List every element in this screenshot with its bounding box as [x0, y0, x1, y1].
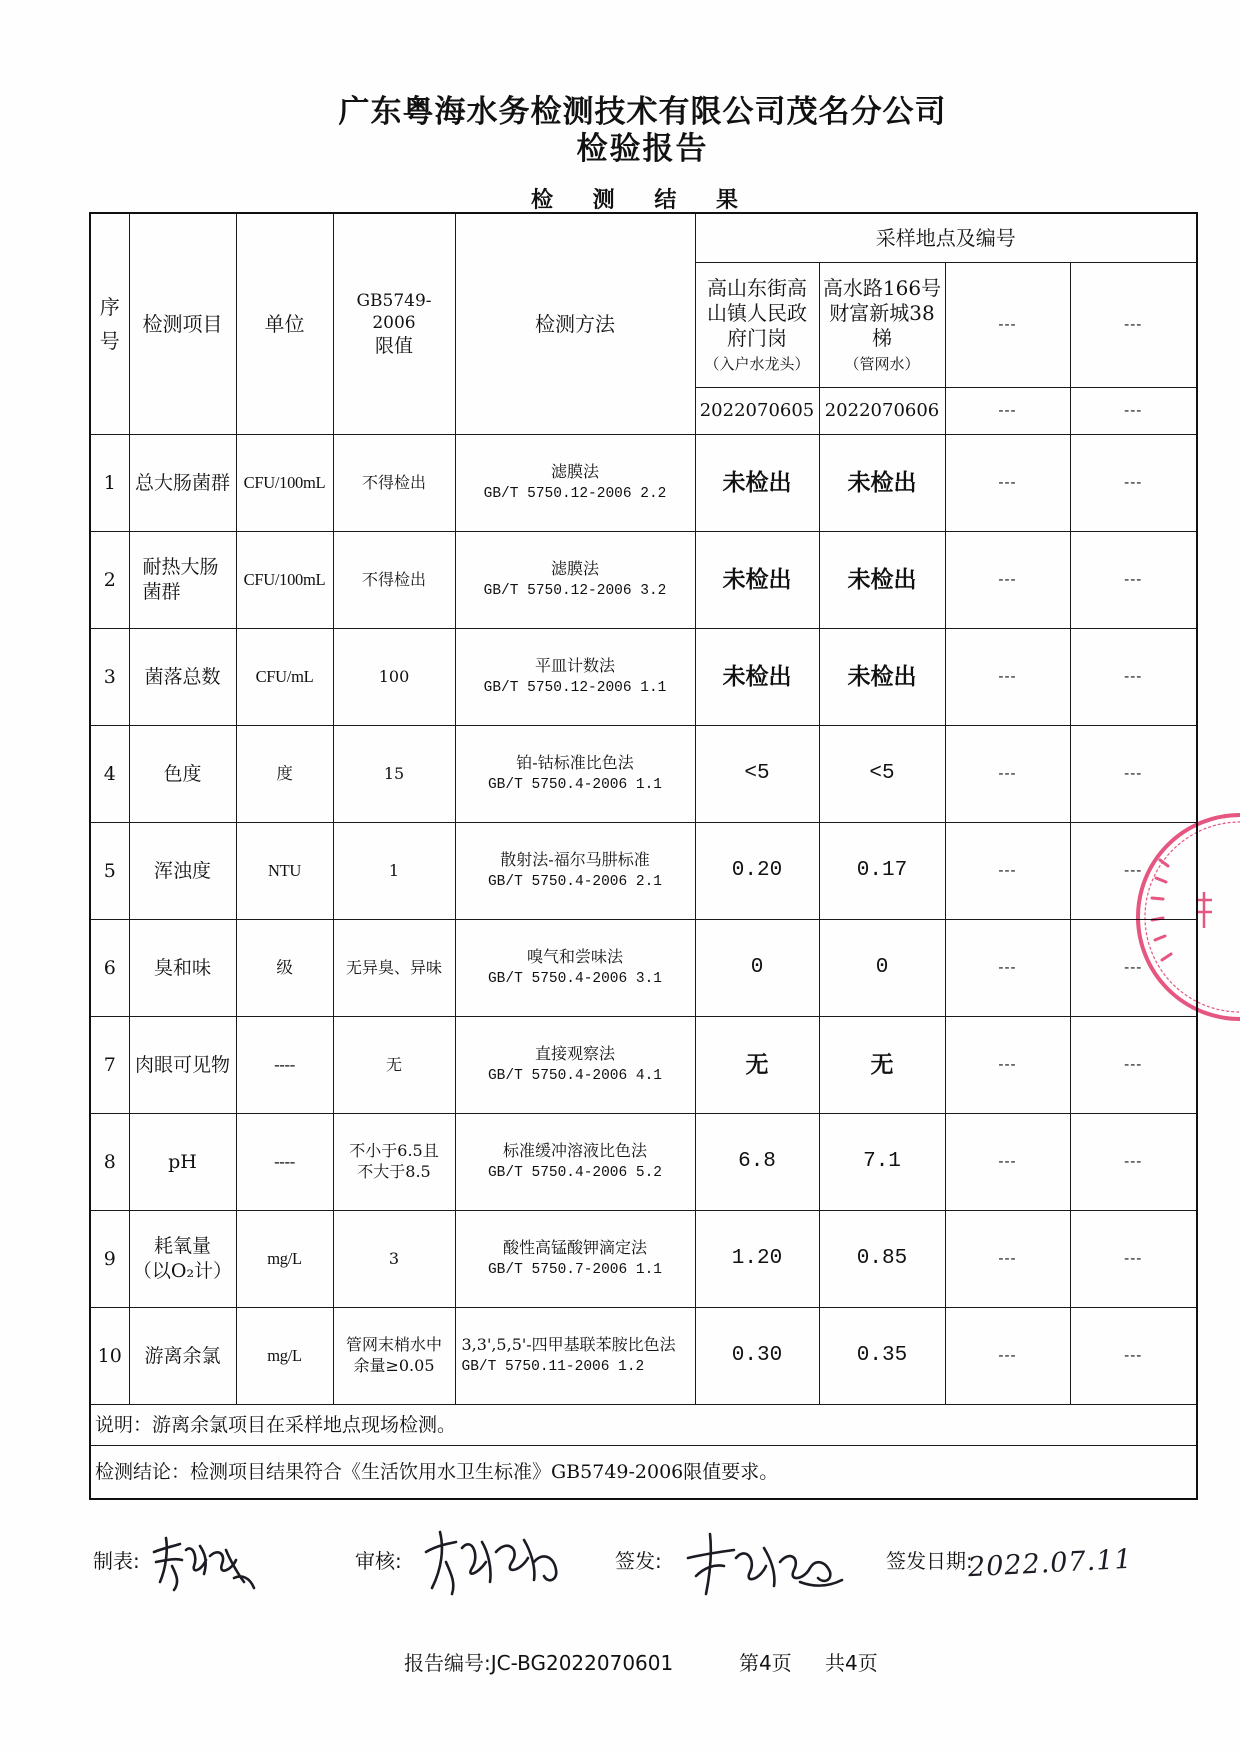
page-number: 第4页 [739, 1651, 792, 1675]
method-standard: GB/T 5750.12-2006 3.2 [483, 582, 667, 599]
result-sample-1: 6.8 [695, 1114, 819, 1211]
test-item: 菌落总数 [129, 629, 236, 726]
sample-location-type: （入户水龙头） [704, 354, 810, 373]
approved-by-label: 签发: [615, 1549, 662, 1573]
limit-value [333, 1308, 455, 1405]
result-sample-2: 未检出 [819, 629, 945, 726]
result-sample-4: --- [1070, 629, 1197, 726]
limit-value [333, 823, 455, 920]
header-seq [90, 213, 129, 435]
test-item: 色度 [129, 726, 236, 823]
result-sample-3: --- [945, 532, 1070, 629]
result-sample-3: --- [945, 1017, 1070, 1114]
row-number: 3 [90, 629, 129, 726]
row-number: 8 [90, 1114, 129, 1211]
method-name: 滤膜法 [550, 462, 599, 482]
result-sample-2: 未检出 [819, 532, 945, 629]
limit-text: 不小于6.5且不大于8.5 [349, 1141, 439, 1181]
header-limit-standard: GB5749-2006 [356, 290, 432, 333]
test-item [129, 1211, 236, 1308]
result-sample-2: 0 [819, 920, 945, 1017]
result-sample-2: <5 [819, 726, 945, 823]
test-item: 臭和味 [129, 920, 236, 1017]
method-name: 酸性高锰酸钾滴定法 [502, 1238, 647, 1258]
sample-code-1: 2022070605 [695, 388, 819, 435]
conclusion-row [90, 1446, 1197, 1500]
unit: CFU/100mL [236, 532, 333, 629]
unit: mg/L [236, 1308, 333, 1405]
result-sample-3: --- [945, 435, 1070, 532]
issue-date-label: 签发日期: [886, 1549, 973, 1573]
header-row [90, 213, 1197, 263]
sample-code-2: 2022070606 [819, 388, 945, 435]
test-item [129, 532, 236, 629]
test-method [455, 1308, 695, 1405]
prepared-by-label: 制表: [93, 1549, 140, 1573]
test-item-note: （以O₂计） [132, 1260, 233, 1282]
limit-text: 无 [385, 1054, 402, 1074]
sample-location-name: 高水路166号财富新城38梯 [822, 275, 942, 350]
conclusion-text: 检测结论：检测项目结果符合《生活饮用水卫生标准》GB5749-2006限值要求。 [90, 1446, 1197, 1500]
section-title: 检 测 结 果 [531, 188, 754, 213]
test-item: 总大肠菌群 [129, 435, 236, 532]
sample-location-1 [695, 263, 819, 388]
test-method [455, 629, 695, 726]
limit-value [333, 1114, 455, 1211]
table-row [90, 435, 1197, 532]
test-method [455, 1017, 695, 1114]
limit-value [333, 920, 455, 1017]
result-sample-1: 未检出 [695, 435, 819, 532]
result-sample-2: 无 [819, 1017, 945, 1114]
total-pages: 共4页 [825, 1651, 878, 1675]
test-method [455, 823, 695, 920]
result-sample-1: 0 [695, 920, 819, 1017]
unit: ---- [236, 1114, 333, 1211]
result-sample-4: --- [1070, 1114, 1197, 1211]
test-item: 浑浊度 [129, 823, 236, 920]
limit-value [333, 629, 455, 726]
row-number: 5 [90, 823, 129, 920]
header-item: 检测项目 [129, 213, 236, 435]
result-sample-1: <5 [695, 726, 819, 823]
header-method: 检测方法 [455, 213, 695, 435]
results-table [89, 212, 1198, 1500]
unit: CFU/100mL [236, 435, 333, 532]
table-row [90, 1017, 1197, 1114]
test-method [455, 435, 695, 532]
reviewed-by-signature [416, 1522, 566, 1602]
method-standard: GB/T 5750.11-2006 1.2 [461, 1359, 645, 1376]
header-limit-label: 限值 [374, 334, 413, 357]
row-number: 7 [90, 1017, 129, 1114]
row-number: 6 [90, 920, 129, 1017]
row-number: 10 [90, 1308, 129, 1405]
unit: 度 [236, 726, 333, 823]
result-sample-3: --- [945, 1308, 1070, 1405]
report-title: 检验报告 [576, 131, 709, 167]
limit-value [333, 435, 455, 532]
unit: mg/L [236, 1211, 333, 1308]
table-row [90, 823, 1197, 920]
sample-location-name: 高山东街高山镇人民政府门岗 [707, 275, 807, 350]
result-sample-4: --- [1070, 920, 1197, 1017]
header-unit: 单位 [236, 213, 333, 435]
result-sample-1: 无 [695, 1017, 819, 1114]
note-text: 说明：游离余氯项目在采样地点现场检测。 [90, 1405, 1197, 1446]
result-sample-3: --- [945, 1211, 1070, 1308]
result-sample-1: 未检出 [695, 629, 819, 726]
sample-location-3: --- [945, 263, 1070, 388]
test-item: pH [129, 1114, 236, 1211]
result-sample-1: 未检出 [695, 532, 819, 629]
sample-location-type: （管网水） [844, 354, 920, 373]
result-sample-1: 0.30 [695, 1308, 819, 1405]
sample-location-2 [819, 263, 945, 388]
table-row [90, 629, 1197, 726]
unit: 级 [236, 920, 333, 1017]
company-name: 广东粤海水务检测技术有限公司茂名分公司 [338, 94, 947, 130]
header-seq-label: 序号 [99, 295, 120, 353]
result-sample-4: --- [1070, 532, 1197, 629]
row-number: 1 [90, 435, 129, 532]
test-method [455, 726, 695, 823]
method-standard: GB/T 5750.4-2006 2.1 [487, 873, 663, 890]
limit-value [333, 532, 455, 629]
result-sample-3: --- [945, 920, 1070, 1017]
method-name: 滤膜法 [550, 559, 599, 579]
method-standard: GB/T 5750.4-2006 5.2 [487, 1164, 663, 1181]
result-sample-2: 未检出 [819, 435, 945, 532]
method-standard: GB/T 5750.4-2006 1.1 [487, 776, 663, 793]
result-sample-2: 0.35 [819, 1308, 945, 1405]
method-standard: GB/T 5750.12-2006 1.1 [483, 679, 667, 696]
test-item: 游离余氯 [129, 1308, 236, 1405]
test-method [455, 1114, 695, 1211]
report-number: 报告编号:JC-BG2022070601 [404, 1651, 674, 1675]
method-name: 散射法-福尔马肼标准 [500, 850, 650, 870]
limit-text: 不得检出 [361, 569, 426, 589]
result-sample-1: 0.20 [695, 823, 819, 920]
sample-location-4: --- [1070, 263, 1197, 388]
unit: ---- [236, 1017, 333, 1114]
limit-text: 3 [388, 1248, 400, 1268]
limit-text: 管网末梢水中余量≥0.05 [345, 1335, 442, 1375]
method-standard: GB/T 5750.4-2006 3.1 [487, 970, 663, 987]
test-item: 肉眼可见物 [129, 1017, 236, 1114]
test-method [455, 920, 695, 1017]
result-sample-4: --- [1070, 823, 1197, 920]
sample-code-3: --- [945, 388, 1070, 435]
table-row [90, 1114, 1197, 1211]
note-row [90, 1405, 1197, 1446]
row-number: 9 [90, 1211, 129, 1308]
test-method [455, 532, 695, 629]
method-name: 3,3',5,5'-四甲基联苯胺比色法 [461, 1334, 676, 1354]
method-standard: GB/T 5750.4-2006 4.1 [487, 1067, 663, 1084]
limit-value [333, 726, 455, 823]
table-row [90, 532, 1197, 629]
result-sample-2: 0.17 [819, 823, 945, 920]
result-sample-4: --- [1070, 1211, 1197, 1308]
unit: NTU [236, 823, 333, 920]
approved-by-signature [680, 1528, 845, 1598]
result-sample-2: 7.1 [819, 1114, 945, 1211]
method-standard: GB/T 5750.12-2006 2.2 [483, 485, 667, 502]
limit-text: 1 [388, 860, 400, 880]
limit-value [333, 1017, 455, 1114]
result-sample-3: --- [945, 823, 1070, 920]
result-sample-4: --- [1070, 1017, 1197, 1114]
limit-text: 不得检出 [361, 472, 426, 492]
issue-date-value: 2022.07.11 [967, 1543, 1134, 1584]
table-row [90, 1211, 1197, 1308]
limit-text: 15 [383, 763, 405, 783]
limit-value [333, 1211, 455, 1308]
unit: CFU/mL [236, 629, 333, 726]
result-sample-3: --- [945, 1114, 1070, 1211]
method-name: 平皿计数法 [534, 656, 615, 676]
method-name: 标准缓冲溶液比色法 [502, 1141, 647, 1161]
limit-text: 无异臭、异味 [345, 957, 442, 977]
row-number: 4 [90, 726, 129, 823]
result-sample-3: --- [945, 629, 1070, 726]
prepared-by-signature [146, 1530, 261, 1600]
test-item-label: 耗氧量 [153, 1235, 211, 1258]
test-item-label: 耐热大肠菌群 [142, 556, 219, 603]
sample-code-4: --- [1070, 388, 1197, 435]
method-name: 嗅气和尝味法 [526, 947, 623, 967]
result-sample-4: --- [1070, 435, 1197, 532]
result-sample-4: --- [1070, 1308, 1197, 1405]
test-method [455, 1211, 695, 1308]
method-name: 铂-钴标准比色法 [516, 753, 634, 773]
table-row [90, 1308, 1197, 1405]
result-sample-4: --- [1070, 726, 1197, 823]
method-standard: GB/T 5750.7-2006 1.1 [487, 1261, 663, 1278]
result-sample-2: 0.85 [819, 1211, 945, 1308]
table-row [90, 920, 1197, 1017]
method-name: 直接观察法 [534, 1044, 615, 1064]
header-sampling: 采样地点及编号 [695, 213, 1197, 263]
result-sample-1: 1.20 [695, 1211, 819, 1308]
row-number: 2 [90, 532, 129, 629]
company-seal [1100, 800, 1240, 1040]
header-limit [333, 213, 455, 435]
limit-text: 100 [378, 666, 410, 686]
reviewed-by-label: 审核: [355, 1549, 402, 1573]
table-row [90, 726, 1197, 823]
result-sample-3: --- [945, 726, 1070, 823]
